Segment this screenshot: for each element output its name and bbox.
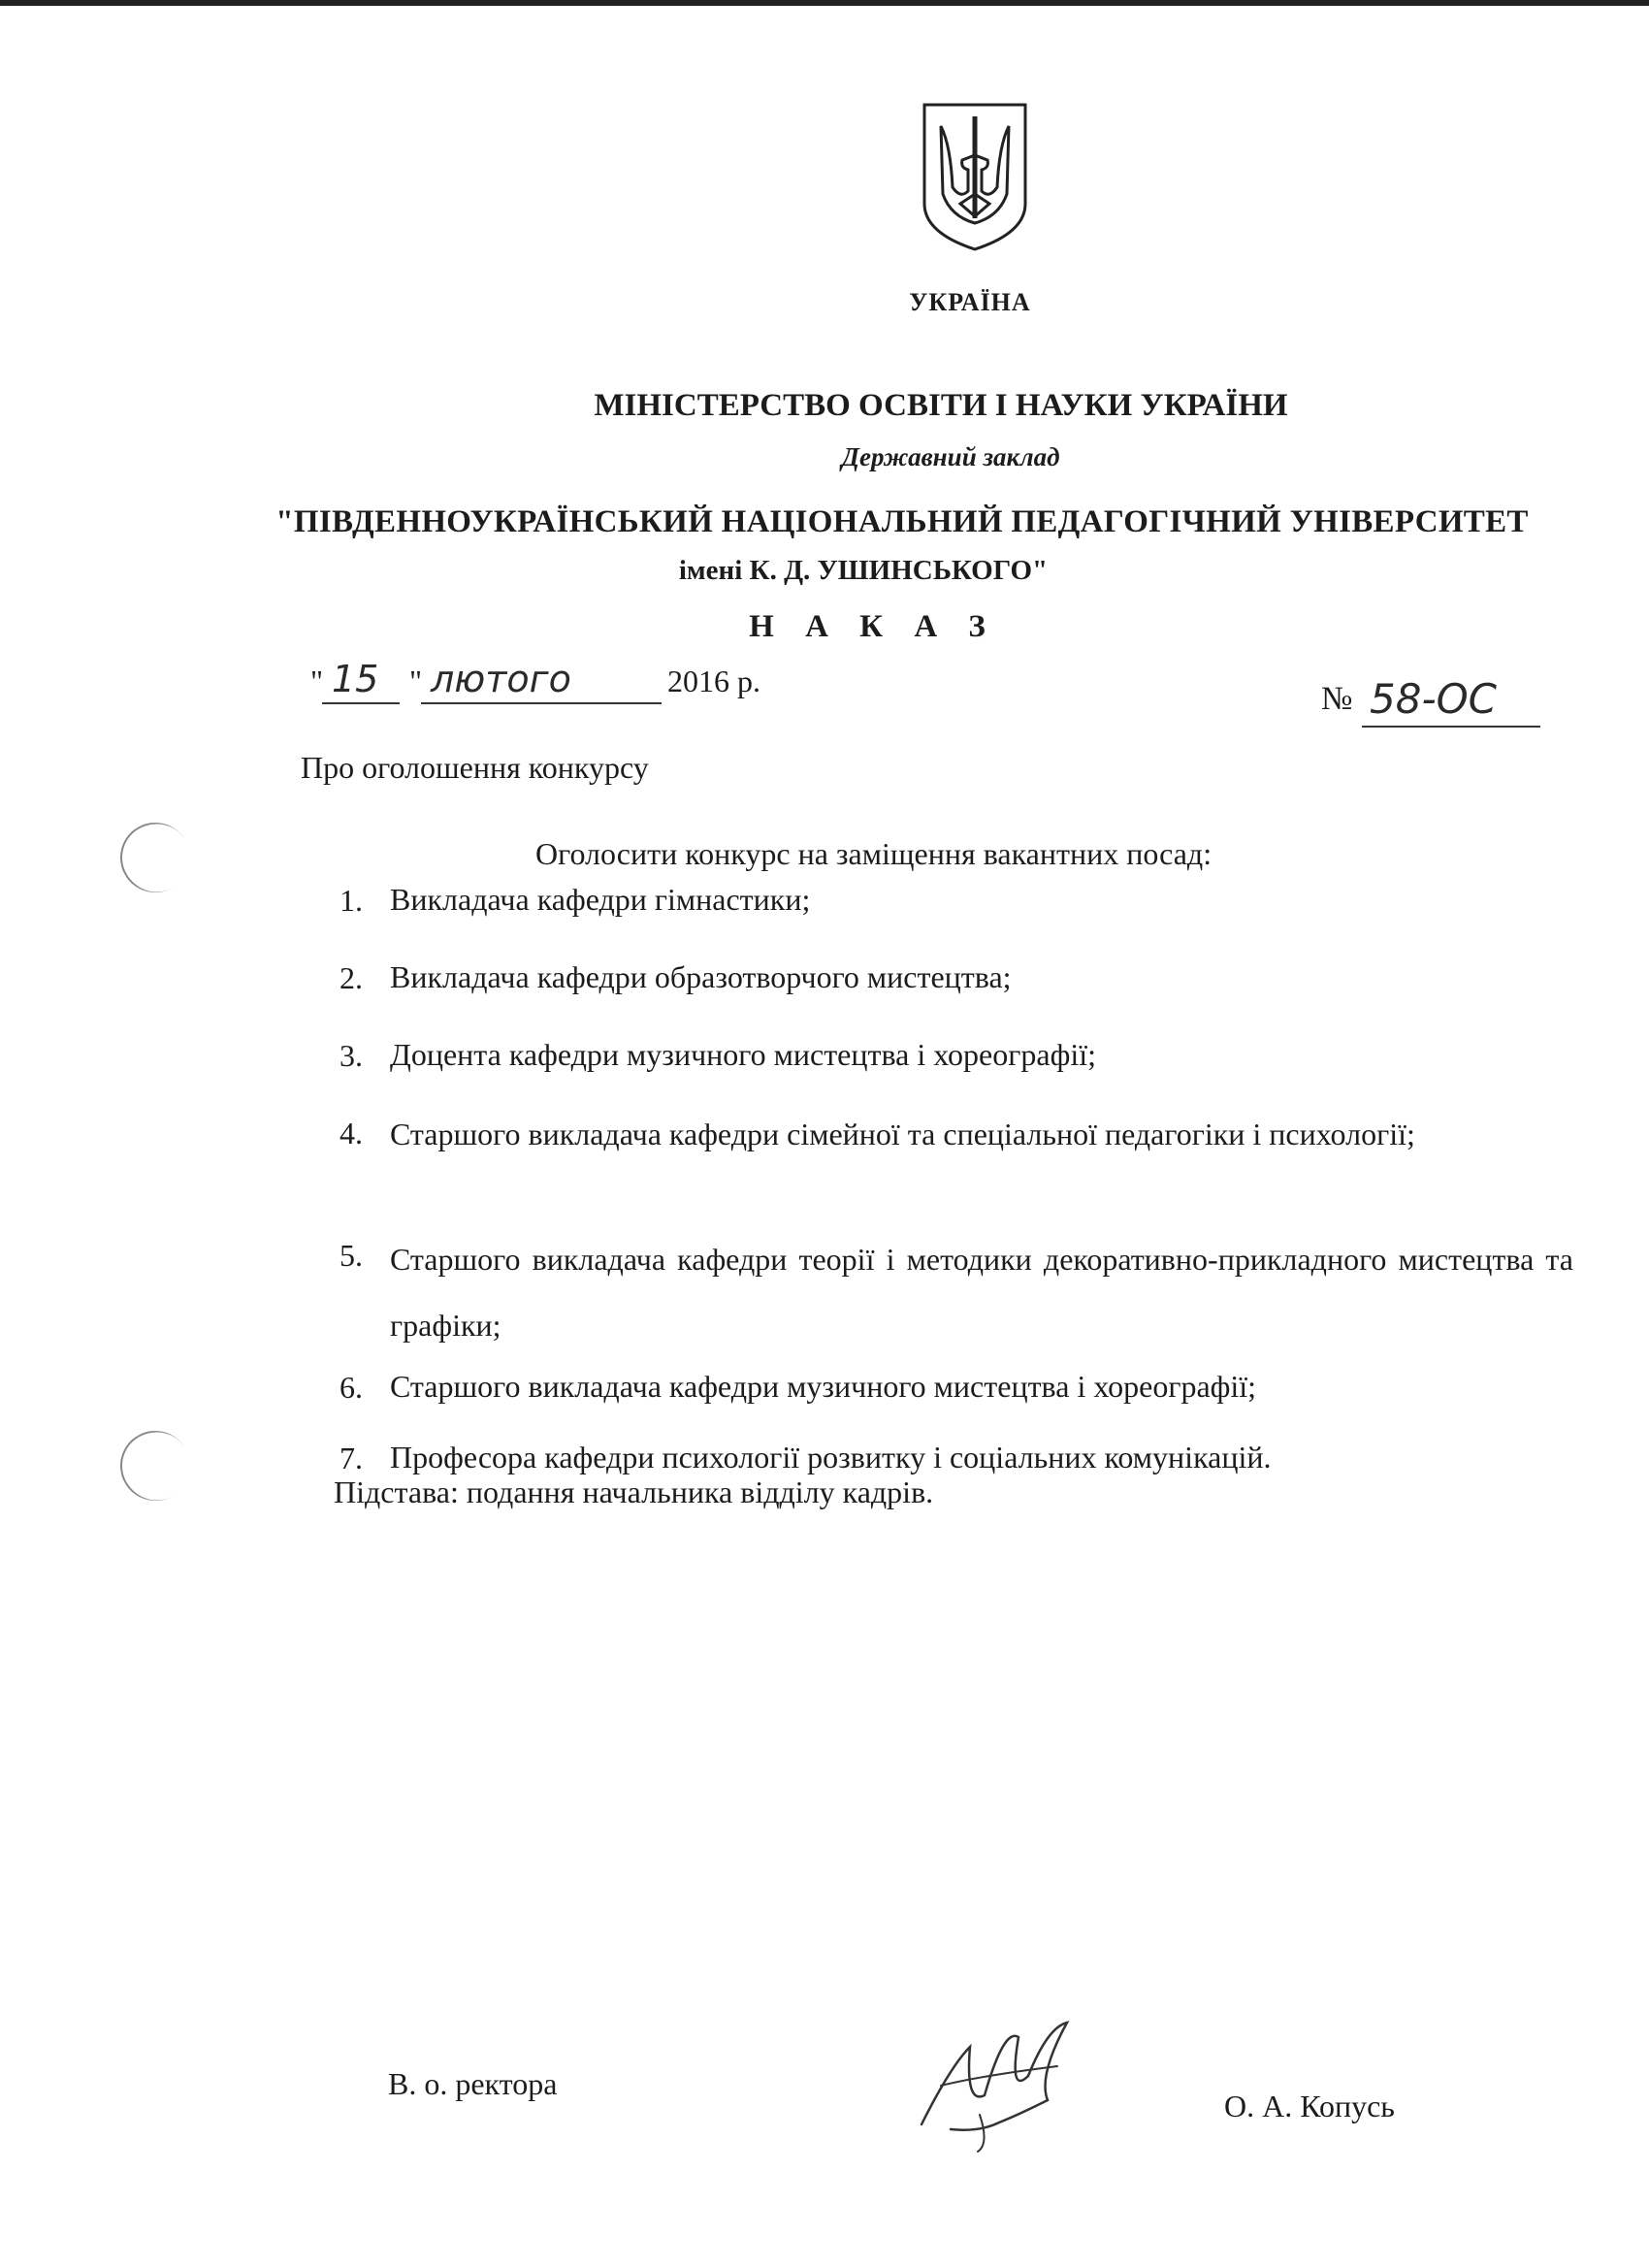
list-item-text: Старшого викладача кафедри музичного мистецтва і хореографії;: [390, 1369, 1257, 1404]
country-heading: УКРАЇНА: [909, 288, 1031, 316]
date-quote-open: ": [310, 664, 324, 698]
order-basis: Підстава: подання начальника відділу кадрів.: [334, 1474, 934, 1509]
date-month: лютого: [431, 658, 571, 700]
punch-hole-mark: [108, 810, 203, 905]
order-intro: Оголосити конкурс на заміщення вакантних посад:: [535, 836, 1212, 871]
order-number-underline: [1362, 726, 1540, 728]
trident-coat-of-arms-icon: [922, 102, 1028, 252]
handwritten-signature-icon: [912, 2008, 1077, 2154]
list-item-number: 7.: [340, 1441, 363, 1475]
signatory-name: О. А. Копусь: [1224, 2089, 1395, 2123]
institution-type: Державний заклад: [841, 442, 1060, 471]
list-item-number: 5.: [340, 1238, 363, 1273]
date-quote-close: ": [409, 664, 423, 698]
list-item-text: Старшого викладача кафедри теорії і методики декоративно-прикладного мистецтва та графіки;: [390, 1242, 1573, 1343]
scan-edge: [0, 0, 1649, 6]
list-item-text: Професора кафедри психології розвитку і соціальних комунікацій.: [390, 1440, 1272, 1474]
list-item-number: 3.: [340, 1038, 363, 1073]
document-title: Н А К А З: [749, 609, 997, 644]
list-item-text: Викладача кафедри гімнастики;: [390, 882, 811, 917]
date-day-underline: [322, 702, 400, 704]
list-item-number: 4.: [340, 1116, 363, 1150]
university-name: "ПІВДЕННОУКРАЇНСЬКИЙ НАЦІОНАЛЬНИЙ ПЕДАГОГІЧНИЙ УНІВЕРСИТЕТ: [275, 504, 1529, 539]
date-year: 2016 р.: [667, 664, 760, 698]
list-item-number: 2.: [340, 960, 363, 995]
list-item-text: Доцента кафедри музичного мистецтва і хореографії;: [390, 1037, 1096, 1072]
date-month-underline: [421, 702, 662, 704]
order-number: 58-ОС: [1370, 675, 1497, 723]
list-item-text: Викладача кафедри образотворчого мистецтва;: [390, 959, 1012, 994]
order-subject: Про оголошення конкурсу: [301, 750, 649, 785]
punch-hole-mark: [108, 1418, 203, 1513]
list-item-number: 1.: [340, 883, 363, 918]
list-item-number: 6.: [340, 1370, 363, 1405]
list-item-text: Старшого викладача кафедри сімейної та спеціальної педагогіки і психології;: [390, 1117, 1415, 1151]
university-named-after: імені К. Д. УШИНСЬКОГО": [678, 555, 1049, 586]
ministry-heading: МІНІСТЕРСТВО ОСВІТИ І НАУКИ УКРАЇНИ: [594, 388, 1288, 423]
order-number-sign: №: [1321, 681, 1353, 717]
signatory-role: В. о. ректора: [388, 2066, 558, 2101]
date-day: 15: [332, 658, 379, 700]
